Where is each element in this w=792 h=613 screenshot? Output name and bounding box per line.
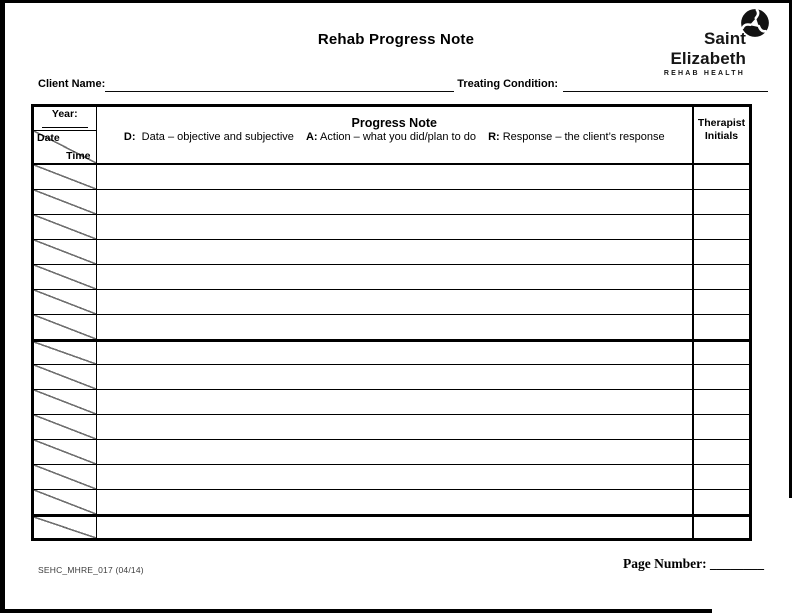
year-blank-line[interactable]: [42, 127, 88, 128]
client-name-label: Client Name:: [38, 78, 106, 90]
table-row: [34, 315, 749, 340]
time-label: Time: [66, 150, 91, 162]
table-row: [34, 290, 749, 315]
table-row: [34, 340, 749, 365]
progress-note-cell[interactable]: [97, 342, 695, 364]
therapist-initials-cell[interactable]: [694, 440, 749, 464]
therapist-initials-cell[interactable]: [694, 240, 749, 264]
page-number: [623, 556, 764, 572]
legend-data: [124, 131, 294, 143]
legend-key-r: R:: [488, 131, 500, 143]
progress-note-cell[interactable]: [97, 517, 695, 538]
legend-text-d: Data – objective and subjective: [141, 131, 294, 143]
form-code: SEHC_MHRE_017 (04/14): [38, 565, 144, 575]
date-time-cell[interactable]: [34, 265, 97, 289]
date-time-cell[interactable]: [34, 465, 97, 489]
client-name-blank[interactable]: [105, 78, 454, 92]
table-row: [34, 490, 749, 515]
legend-key-d: D:: [123, 131, 136, 143]
therapist-initials-header-cell: Therapist Initials: [697, 117, 746, 142]
progress-note-title: Progress Note: [351, 116, 437, 130]
progress-note-cell[interactable]: [97, 490, 695, 514]
progress-note-cell[interactable]: [97, 365, 695, 389]
date-time-cell[interactable]: [34, 490, 97, 514]
table-row: [34, 415, 749, 440]
page-title: Rehab Progress Note: [317, 31, 475, 48]
date-time-cell[interactable]: [34, 315, 97, 339]
date-label: Date: [37, 132, 60, 144]
date-time-cell[interactable]: [34, 342, 97, 364]
dar-legend: [97, 131, 693, 143]
legend-text-a: Action – what you did/plan to do: [320, 131, 476, 143]
therapist-initials-cell[interactable]: [694, 165, 749, 189]
progress-note-header-cell: [97, 107, 695, 163]
table-row: [34, 240, 749, 265]
therapist-initials-cell[interactable]: [694, 465, 749, 489]
legend-action: [306, 131, 476, 143]
therapist-initials-cell[interactable]: [694, 190, 749, 214]
therapist-initials-cell[interactable]: [694, 342, 749, 364]
progress-note-cell[interactable]: [97, 240, 695, 264]
page-number-label: Page Number:: [623, 556, 707, 571]
scan-edge-top: [0, 0, 792, 3]
legend-response: [488, 131, 665, 143]
table-row: [34, 440, 749, 465]
saint-elizabeth-logo: [638, 8, 770, 77]
logo-name: Saint Elizabeth: [670, 29, 746, 68]
legend-key-a: A:: [305, 131, 318, 143]
table-row: [34, 190, 749, 215]
progress-note-cell[interactable]: [97, 465, 695, 489]
progress-note-cell[interactable]: [97, 290, 695, 314]
progress-note-cell[interactable]: [97, 415, 695, 439]
therapist-initials-cell[interactable]: [694, 215, 749, 239]
date-time-cell[interactable]: [34, 290, 97, 314]
progress-note-cell[interactable]: [97, 315, 695, 339]
table-row: [34, 390, 749, 415]
date-time-cell[interactable]: [34, 415, 97, 439]
table-row: [34, 465, 749, 490]
treating-condition-label: Treating Condition:: [457, 78, 559, 90]
treating-condition-blank[interactable]: [563, 78, 768, 92]
therapist-initials-cell[interactable]: [694, 290, 749, 314]
date-time-cell[interactable]: [34, 440, 97, 464]
progress-note-cell[interactable]: [97, 165, 695, 189]
table-row: [34, 365, 749, 390]
legend-text-r: Response – the client’s response: [502, 131, 665, 143]
page-number-blank[interactable]: ________: [710, 556, 764, 571]
therapist-initials-cell[interactable]: [694, 265, 749, 289]
therapist-initials-cell[interactable]: [694, 490, 749, 514]
table-row: [34, 265, 749, 290]
progress-note-cell[interactable]: [97, 390, 695, 414]
scan-edge-bottom: [0, 609, 712, 613]
date-time-split-cell: [34, 131, 96, 163]
scan-edge-left: [0, 0, 5, 613]
date-time-cell[interactable]: [34, 390, 97, 414]
table-body: [34, 165, 749, 538]
table-row: [34, 515, 749, 538]
date-time-cell[interactable]: [34, 190, 97, 214]
table-row: [34, 215, 749, 240]
therapist-initials-cell[interactable]: [694, 390, 749, 414]
table-row: [34, 165, 749, 190]
date-time-header-cell: [34, 107, 97, 163]
year-label: Year:: [51, 108, 78, 120]
pinwheel-logo-icon: [740, 8, 770, 38]
progress-note-cell[interactable]: [97, 440, 695, 464]
progress-note-cell[interactable]: [97, 265, 695, 289]
date-time-cell[interactable]: [34, 365, 97, 389]
date-time-cell[interactable]: [34, 165, 97, 189]
therapist-initials-cell[interactable]: [694, 517, 749, 538]
date-time-cell[interactable]: [34, 215, 97, 239]
date-time-cell[interactable]: [34, 517, 97, 538]
client-info-row: [38, 77, 768, 92]
progress-note-cell[interactable]: [97, 190, 695, 214]
table-header-row: [34, 107, 749, 165]
therapist-initials-cell[interactable]: [694, 415, 749, 439]
year-cell: [34, 107, 96, 131]
date-time-cell[interactable]: [34, 240, 97, 264]
logo-tagline: REHAB HEALTH: [663, 70, 745, 77]
therapist-initials-cell[interactable]: [694, 365, 749, 389]
progress-note-table: [31, 104, 752, 541]
therapist-initials-cell[interactable]: [694, 315, 749, 339]
progress-note-cell[interactable]: [97, 215, 695, 239]
